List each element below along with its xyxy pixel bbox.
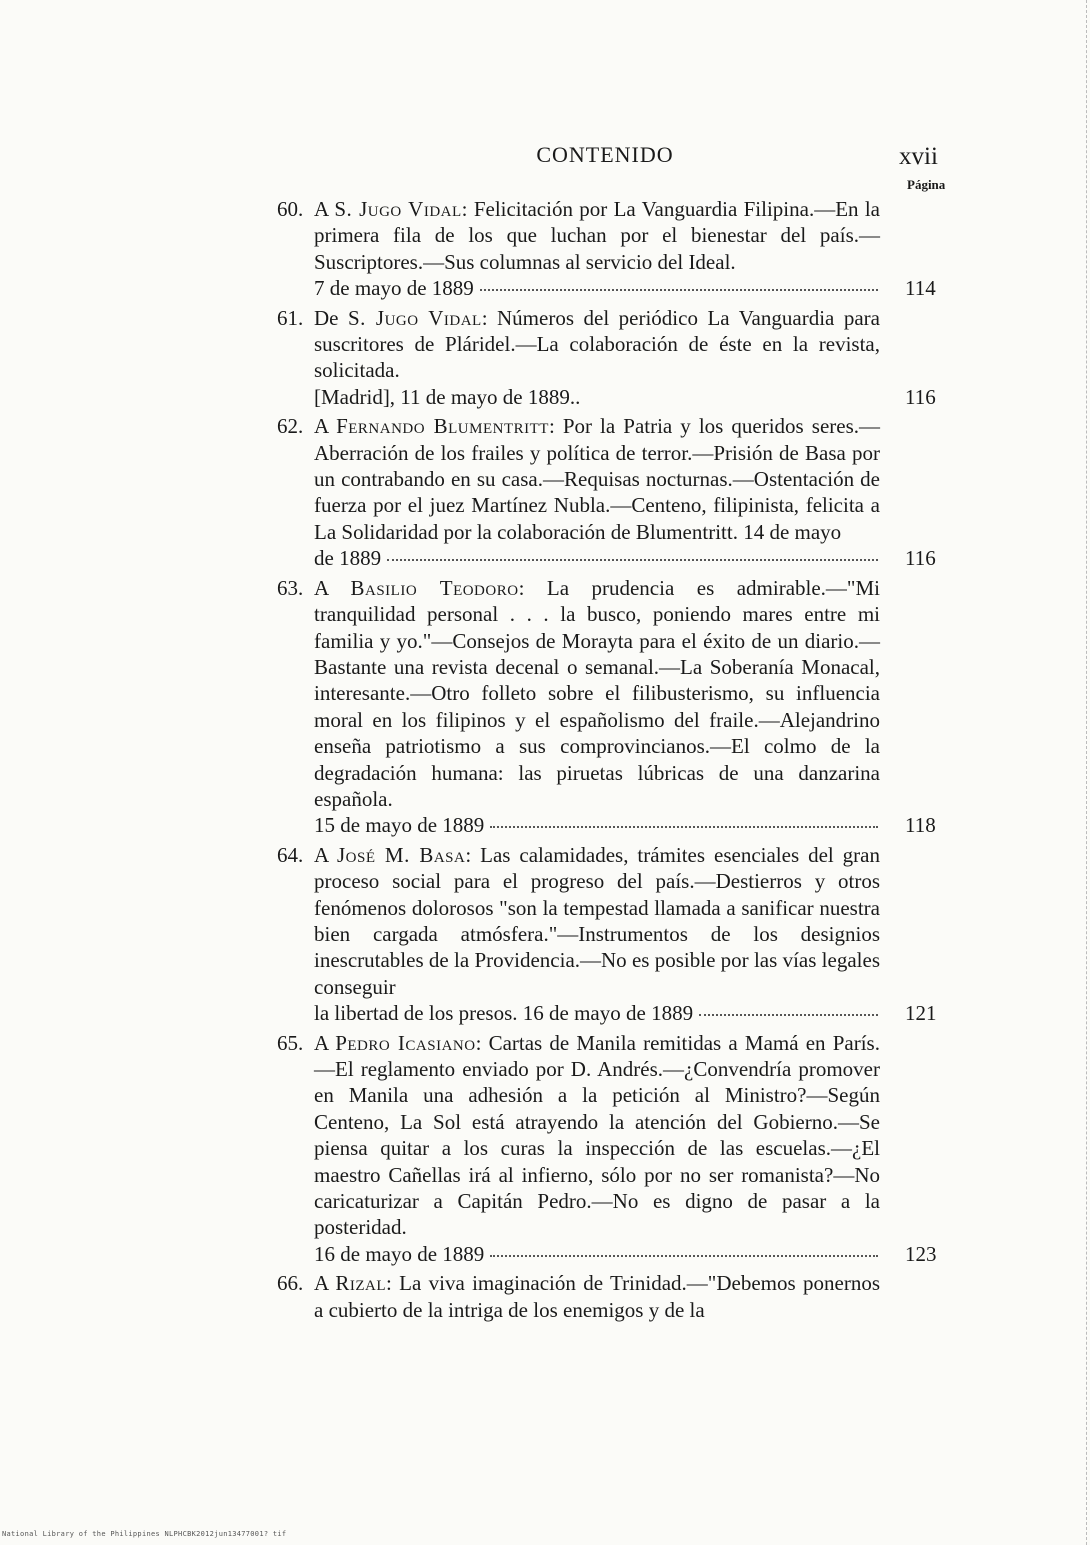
scan-edge-line (1085, 0, 1087, 1545)
scan-footer: National Library of the Philippines NLPHCBK2012jun13477001? tif (2, 1530, 287, 1538)
entry-prefix: A (314, 575, 351, 600)
entry-description: : Felicitación por La Vanguardia Filipina.—En la primera fila de los que luchan por el bienestar del país.—Suscriptores.—Sus columnas al servicio del Ideal. (314, 197, 880, 274)
entry-page-number: 114 (905, 276, 936, 301)
contents-entry (0, 305, 1090, 411)
entry-body (314, 305, 880, 411)
entry-body (314, 575, 880, 839)
contents-entry (0, 842, 1090, 1027)
entry-date-line (314, 275, 880, 301)
entry-body (314, 413, 880, 571)
entry-number: 65. (277, 1030, 304, 1055)
entry-date-line (314, 545, 880, 571)
entry-page-number: 123 (905, 1241, 937, 1266)
entry-number: 60. (277, 197, 304, 221)
contents-entry (0, 1030, 1090, 1268)
leader-dots (480, 289, 878, 291)
entry-description: : Números del periódico La Vanguardia para suscritores de Pláridel.—La colaboración de éste en la revista, solicitada. (314, 305, 880, 383)
contents-entry (0, 1270, 1090, 1323)
leader-dots (490, 826, 878, 828)
entry-description: : La prudencia es admirable.—"Mi tranquilidad personal . . . la busco, poniendo mares entre mi familia y yo."—Consejos de Morayta para el éxito de un diario.—Bastante una revista decenal o semanal.—La Soberanía Monacal, interesante.—Otro folleto sobre el filibusterismo, su influencia moral en los filipinos y el españolismo del fraile.—Alejandrino enseña patriotismo a sus comprovincianos.—El colmo de la degradación humana: las piruetas lúbricas de una danzarina española. (314, 575, 880, 811)
entry-date: 16 de mayo de 1889 (314, 1241, 485, 1266)
entry-page-number: 121 (905, 1001, 937, 1026)
entry-date: [Madrid], 11 de mayo de 1889.. (314, 384, 581, 409)
leader-dots (699, 1014, 878, 1016)
entry-description: : Las calamidades, trámites esenciales del gran proceso social para el progreso del país.—Destierros y otros fenómenos dolorosos "son la tempestad llamada a sanificar nuestra bien cargada atmósfera."—Instrumentos de los designios inescrutables de la Providencia.—No es posible por las vías legales conseguir (314, 842, 881, 999)
entry-page-number: 116 (905, 384, 936, 409)
entry-number: 62. (277, 414, 304, 439)
entry-description: : Por la Patria y los queridos seres.—Aberración de los frailes y política de terror.—Prisión de Basa por un contrabando en su casa.—Requisas nocturnas.—Ostentación de fuerza por el juez Martínez Nubla.—Centeno, filipinista, felicita a La Solidaridad por la colaboración de Blumentritt. 14 de mayo (314, 414, 880, 544)
entry-recipient: S. Jugo Vidal (334, 197, 462, 221)
contents-entry (0, 413, 1090, 571)
entry-prefix: A (314, 1030, 336, 1055)
entry-page-number: 116 (905, 546, 936, 571)
entry-body (314, 196, 880, 302)
entry-date: la libertad de los presos. 16 de mayo de 1889 (314, 1001, 694, 1026)
entry-description: : Cartas de Manila remitidas a Mamá en París.—El reglamento enviado por D. Andrés.—¿Convendría promover en Manila una adhesión a la petición al Ministro?—Según Centeno, La Sol está atrayendo la atención del Gobierno.—Se piensa quitar a los curas la inspección de las escuelas.—¿El maestro Cañellas irá al infierno, sólo por no ser romanista?—No caricaturizar a Capitán Pedro.—No es digno de pasar a la posteridad. (314, 1030, 880, 1240)
entry-number: 63. (277, 575, 304, 600)
entry-recipient: Basilio Teodoro (350, 575, 519, 600)
leader-dots (387, 559, 878, 561)
contents-entry (0, 196, 1090, 302)
entry-page-number: 118 (905, 813, 936, 838)
entry-recipient: Fernando Blumentritt (336, 414, 549, 439)
leader-dots (490, 1255, 878, 1257)
contents-list (0, 196, 1090, 1323)
entry-recipient: José M. Basa (336, 842, 466, 867)
entry-date-line (314, 384, 880, 410)
entry-date-line (314, 1241, 880, 1267)
entry-body (314, 842, 880, 1027)
contents-entry (0, 575, 1090, 839)
entry-date: 7 de mayo de 1889 (314, 276, 474, 301)
entry-date: de 1889 (314, 546, 382, 571)
page-column-label: Página (907, 177, 946, 192)
entry-recipient: S. Jugo Vidal (347, 305, 482, 330)
entry-prefix: De (314, 305, 348, 330)
entry-date-line (314, 1000, 880, 1026)
page-folio: xvii (899, 143, 938, 170)
entry-recipient: Pedro Icasiano (335, 1030, 476, 1055)
entry-number: 64. (277, 842, 304, 867)
entry-recipient: Rizal (335, 1271, 386, 1296)
entry-prefix: A (314, 842, 337, 867)
entry-prefix: A (314, 414, 337, 439)
entry-number: 61. (277, 305, 304, 330)
entry-date-line (314, 812, 880, 838)
entry-prefix: A (314, 197, 335, 221)
entry-prefix: A (314, 1271, 336, 1296)
page-title: CONTENIDO (536, 142, 674, 167)
entry-body (314, 1270, 880, 1323)
entry-body (314, 1030, 880, 1268)
entry-description: : La viva imaginación de Trinidad.—"Debemos ponernos a cubierto de la intriga de los enemigos y de la (314, 1271, 880, 1322)
entry-date: 15 de mayo de 1889 (314, 813, 485, 838)
entry-number: 66. (277, 1271, 304, 1296)
